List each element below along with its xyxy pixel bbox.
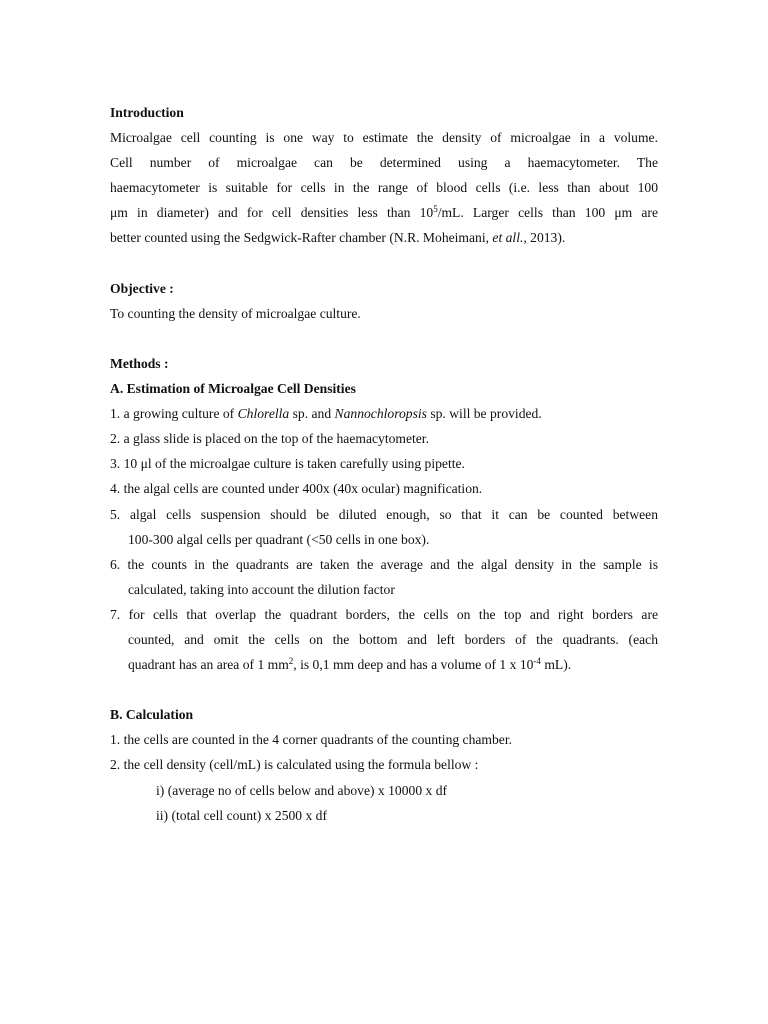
methods-subheading: A. Estimation of Microalgae Cell Densities [110, 381, 356, 397]
methods-item-1-part-a: 1. a growing culture of [110, 406, 238, 422]
introduction-line-4-part-a: μm in diameter) and for cell densities less than 10 [110, 205, 434, 221]
calculation-formula-1: i) (average no of cells below and above) x 10000 x df [156, 782, 448, 798]
methods-item-7-line-1: 7. for cells that overlap the quadrant borders, the cells on the top and right borders are [110, 606, 658, 622]
introduction-line-1: Microalgae cell counting is one way to estimate the density of microalgae in a volume. [110, 130, 658, 146]
spacer [110, 677, 658, 702]
objective-text: To counting the density of microalgae culture. [110, 305, 361, 321]
spacer [110, 251, 658, 276]
calculation-item-2: 2. the cell density (cell/mL) is calculated using the formula bellow : [110, 757, 479, 773]
introduction-line-4-part-b: /mL. Larger cells than 100 μm are [437, 205, 658, 221]
calculation-item-1: 1. the cells are counted in the 4 corner quadrants of the counting chamber. [110, 732, 513, 748]
calculation-heading: B. Calculation [110, 707, 194, 723]
introduction-line-5 [110, 225, 658, 250]
introduction-line-4 [110, 200, 658, 225]
methods-item-2: 2. a glass slide is placed on the top of the haemacytometer. [110, 431, 429, 447]
methods-item-7-line-2: counted, and omit the cells on the bottom and left borders of the quadrants. (each [128, 631, 658, 647]
species-nannochloropsis: Nannochloropsis [334, 406, 427, 422]
citation-et-all: et all., [492, 230, 527, 246]
methods-item-1-part-c: sp. will be provided. [426, 406, 542, 422]
methods-item-7-line-3-part-c: mL). [540, 657, 572, 673]
calculation-formula-2: ii) (total cell count) x 2500 x df [156, 807, 328, 823]
methods-item-3: 3. 10 μl of the microalgae culture is taken carefully using pipette. [110, 456, 465, 472]
methods-item-5-line-2: 100-300 algal cells per quadrant (<50 cells in one box). [128, 531, 430, 547]
document-content [110, 100, 658, 828]
introduction-line-5-part-a: better counted using the Sedgwick-Rafter chamber (N.R. Moheimani, [110, 230, 493, 246]
exponent-5: 5 [433, 204, 438, 215]
exponent-minus-4: -4 [533, 656, 541, 667]
methods-item-7-line-3-part-b: , is 0,1 mm deep and has a volume of 1 x 10 [293, 657, 534, 673]
objective-heading: Objective : [110, 280, 174, 296]
exponent-2: 2 [288, 656, 294, 667]
methods-item-5-line-1: 5. algal cells suspension should be diluted enough, so that it can be counted between [110, 506, 658, 522]
methods-item-1-part-b: sp. and [289, 406, 335, 422]
methods-item-7-line-3 [110, 652, 658, 677]
methods-item-1 [110, 401, 658, 426]
methods-item-4: 4. the algal cells are counted under 400x (40x ocular) magnification. [110, 481, 483, 497]
introduction-line-2: Cell number of microalgae can be determined using a haemacytometer. The [110, 155, 658, 171]
spacer [110, 326, 658, 351]
species-chlorella: Chlorella [237, 406, 290, 422]
methods-item-7-line-3-part-a: quadrant has an area of 1 mm [128, 657, 289, 673]
methods-item-6-line-1: 6. the counts in the quadrants are taken the average and the algal density in the sample is [110, 556, 658, 572]
methods-heading: Methods : [110, 355, 169, 371]
methods-item-6-line-2: calculated, taking into account the dilution factor [128, 581, 395, 597]
introduction-heading: Introduction [110, 105, 184, 120]
introduction-line-3: haemacytometer is suitable for cells in the range of blood cells (i.e. less than about 100 [110, 180, 658, 196]
introduction-line-5-part-b: 2013). [526, 230, 566, 246]
